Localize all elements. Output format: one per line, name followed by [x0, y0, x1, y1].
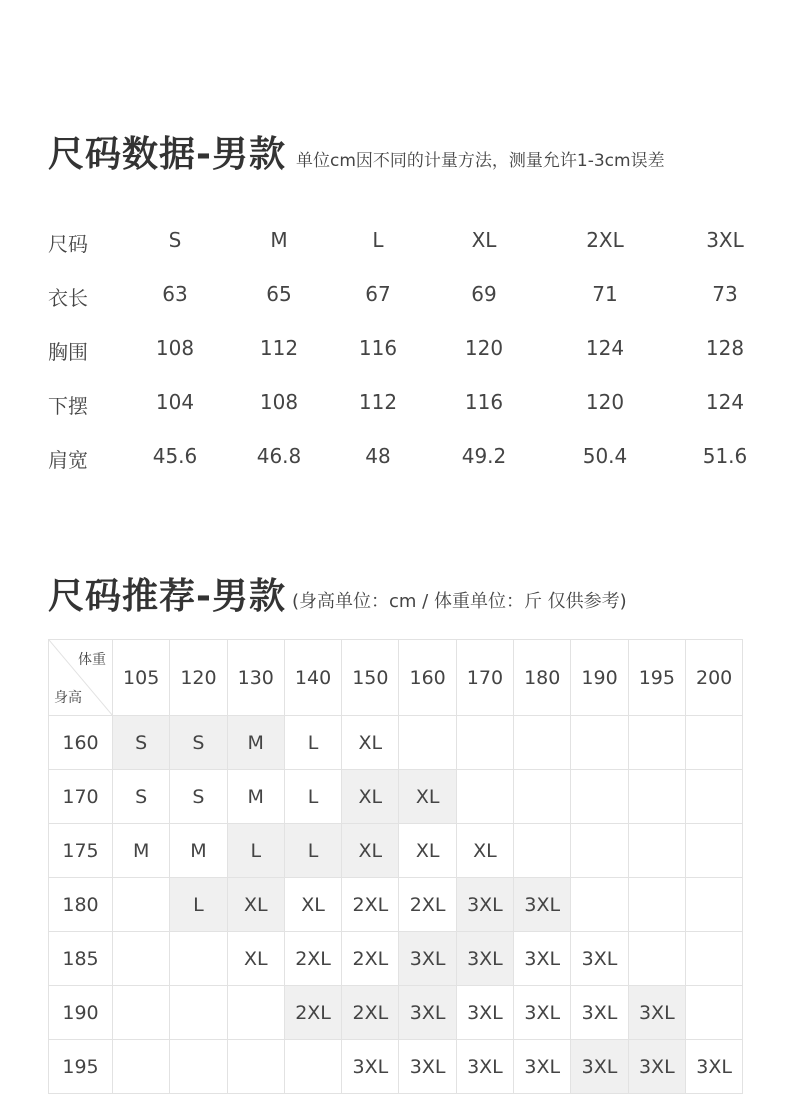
size-data-note: 单位cm因不同的计量方法，测量允许1-3cm误差 — [296, 151, 665, 171]
size-cell: L — [170, 878, 227, 932]
size-cell — [685, 878, 742, 932]
size-value-cell: 51.6 — [702, 444, 748, 468]
size-cell: S — [113, 770, 170, 824]
size-cell: S — [170, 716, 227, 770]
size-cell — [628, 878, 685, 932]
size-cell: 2XL — [284, 986, 341, 1040]
size-cell: XL — [342, 824, 399, 878]
size-cell — [628, 716, 685, 770]
height-label-cell: 180 — [49, 878, 113, 932]
size-value-cell: 124 — [585, 336, 625, 360]
size-row-label: 胸围 — [48, 340, 88, 364]
size-value-cell: 73 — [712, 282, 738, 306]
height-row — [49, 824, 743, 878]
size-cell: S — [170, 770, 227, 824]
size-cell: XL — [342, 770, 399, 824]
height-row — [49, 878, 743, 932]
size-cell: L — [284, 824, 341, 878]
size-value-cell: 116 — [464, 390, 504, 414]
size-cell: 3XL — [628, 1040, 685, 1094]
size-value-cell: 120 — [585, 390, 625, 414]
height-label-cell: 170 — [49, 770, 113, 824]
size-cell — [170, 932, 227, 986]
weight-header-cell: 170 — [456, 640, 513, 716]
size-cell: XL — [456, 824, 513, 878]
size-value-cell: 46.8 — [256, 444, 302, 468]
size-recommendation-note: (身高单位：cm / 体重单位：斤 仅供参考) — [292, 591, 627, 612]
size-value-cell: 124 — [705, 390, 745, 414]
weight-header-row — [49, 640, 743, 716]
size-value-cell: 69 — [471, 282, 497, 306]
size-header-cell: L — [372, 228, 384, 252]
size-cell: 3XL — [456, 986, 513, 1040]
size-value-cell: 50.4 — [582, 444, 628, 468]
size-cell — [514, 824, 571, 878]
size-header-cell: M — [270, 228, 288, 252]
height-label-cell: 185 — [49, 932, 113, 986]
size-cell: 3XL — [342, 1040, 399, 1094]
size-recommendation-title: 尺码推荐-男款 — [48, 576, 286, 617]
size-cell — [514, 716, 571, 770]
size-cell: 3XL — [399, 932, 456, 986]
size-value-cell: 63 — [162, 282, 188, 306]
size-cell: 3XL — [571, 986, 628, 1040]
height-label-cell: 175 — [49, 824, 113, 878]
size-cell — [685, 986, 742, 1040]
size-cell: M — [113, 824, 170, 878]
height-row — [49, 986, 743, 1040]
size-value-cell: 120 — [464, 336, 504, 360]
size-value-cell: 48 — [365, 444, 391, 468]
size-cell — [628, 770, 685, 824]
size-cell — [685, 770, 742, 824]
size-cell — [514, 770, 571, 824]
size-cell — [456, 716, 513, 770]
size-cell: 2XL — [342, 986, 399, 1040]
height-label-cell: 195 — [49, 1040, 113, 1094]
size-cell: L — [227, 824, 284, 878]
size-cell — [685, 716, 742, 770]
size-cell: L — [284, 716, 341, 770]
size-cell: XL — [227, 932, 284, 986]
size-cell: 3XL — [456, 878, 513, 932]
size-cell — [456, 770, 513, 824]
size-cell: 3XL — [456, 932, 513, 986]
size-cell: XL — [227, 878, 284, 932]
size-value-cell: 67 — [365, 282, 391, 306]
size-value-cell: 112 — [259, 336, 299, 360]
size-cell: 2XL — [342, 878, 399, 932]
size-value-cell: 49.2 — [461, 444, 507, 468]
size-cell — [571, 716, 628, 770]
size-cell: M — [170, 824, 227, 878]
size-value-cell: 65 — [266, 282, 292, 306]
size-header-cell: S — [168, 228, 182, 252]
size-data-row — [0, 336, 790, 366]
size-cell: M — [227, 716, 284, 770]
size-cell: XL — [284, 878, 341, 932]
size-cell: XL — [342, 716, 399, 770]
size-cell — [170, 1040, 227, 1094]
weight-header-cell: 130 — [227, 640, 284, 716]
size-value-cell: 45.6 — [152, 444, 198, 468]
size-cell: S — [113, 716, 170, 770]
size-header-cell: XL — [471, 228, 497, 252]
size-cell: 3XL — [514, 986, 571, 1040]
size-value-cell: 108 — [155, 336, 195, 360]
size-data-row — [0, 390, 790, 420]
size-value-cell: 71 — [592, 282, 618, 306]
weight-header-cell: 195 — [628, 640, 685, 716]
size-value-cell: 116 — [358, 336, 398, 360]
size-cell — [113, 986, 170, 1040]
size-header-row — [0, 228, 790, 258]
size-cell: 3XL — [514, 878, 571, 932]
size-cell — [628, 824, 685, 878]
size-header-cell: 3XL — [706, 228, 744, 252]
size-cell: 3XL — [571, 932, 628, 986]
weight-header-cell: 200 — [685, 640, 742, 716]
size-cell: M — [227, 770, 284, 824]
size-cell — [628, 932, 685, 986]
size-cell: 3XL — [514, 932, 571, 986]
size-data-title: 尺码数据-男款 — [48, 134, 286, 175]
size-cell: XL — [399, 770, 456, 824]
size-data-row — [0, 444, 790, 474]
size-cell: 3XL — [571, 1040, 628, 1094]
size-row-label: 尺码 — [48, 232, 88, 256]
grid-corner-cell — [49, 640, 113, 716]
size-cell — [571, 878, 628, 932]
size-cell — [571, 824, 628, 878]
size-cell: 3XL — [399, 1040, 456, 1094]
size-cell — [170, 986, 227, 1040]
size-cell — [113, 932, 170, 986]
size-cell — [399, 716, 456, 770]
size-cell — [113, 1040, 170, 1094]
weight-header-cell: 160 — [399, 640, 456, 716]
size-cell: XL — [399, 824, 456, 878]
size-cell — [571, 770, 628, 824]
weight-header-cell: 120 — [170, 640, 227, 716]
weight-header-cell: 105 — [113, 640, 170, 716]
size-cell: L — [284, 770, 341, 824]
size-cell: 2XL — [399, 878, 456, 932]
weight-header-cell: 150 — [342, 640, 399, 716]
height-label-cell: 160 — [49, 716, 113, 770]
size-cell — [685, 932, 742, 986]
height-row — [49, 1040, 743, 1094]
size-value-cell: 112 — [358, 390, 398, 414]
size-header-cell: 2XL — [586, 228, 624, 252]
height-row — [49, 932, 743, 986]
size-value-cell: 128 — [705, 336, 745, 360]
size-row-label: 衣长 — [48, 286, 88, 310]
height-row — [49, 770, 743, 824]
size-row-label: 下摆 — [48, 394, 88, 418]
size-cell: 2XL — [342, 932, 399, 986]
weight-header-cell: 140 — [284, 640, 341, 716]
size-cell — [113, 878, 170, 932]
size-recommendation-grid — [48, 639, 743, 1094]
size-cell: 3XL — [399, 986, 456, 1040]
weight-header-cell: 190 — [571, 640, 628, 716]
height-row — [49, 716, 743, 770]
size-value-cell: 104 — [155, 390, 195, 414]
size-cell — [284, 1040, 341, 1094]
size-cell — [227, 986, 284, 1040]
size-cell — [685, 824, 742, 878]
size-cell: 3XL — [628, 986, 685, 1040]
size-row-label: 肩宽 — [48, 448, 88, 472]
size-value-cell: 108 — [259, 390, 299, 414]
height-axis-label: 身高 — [54, 690, 82, 706]
weight-header-cell: 180 — [514, 640, 571, 716]
size-cell: 2XL — [284, 932, 341, 986]
size-cell: 3XL — [514, 1040, 571, 1094]
height-label-cell: 190 — [49, 986, 113, 1040]
weight-axis-label: 体重 — [78, 652, 106, 668]
size-data-row — [0, 282, 790, 312]
size-cell — [227, 1040, 284, 1094]
size-cell: 3XL — [685, 1040, 742, 1094]
size-cell: 3XL — [456, 1040, 513, 1094]
